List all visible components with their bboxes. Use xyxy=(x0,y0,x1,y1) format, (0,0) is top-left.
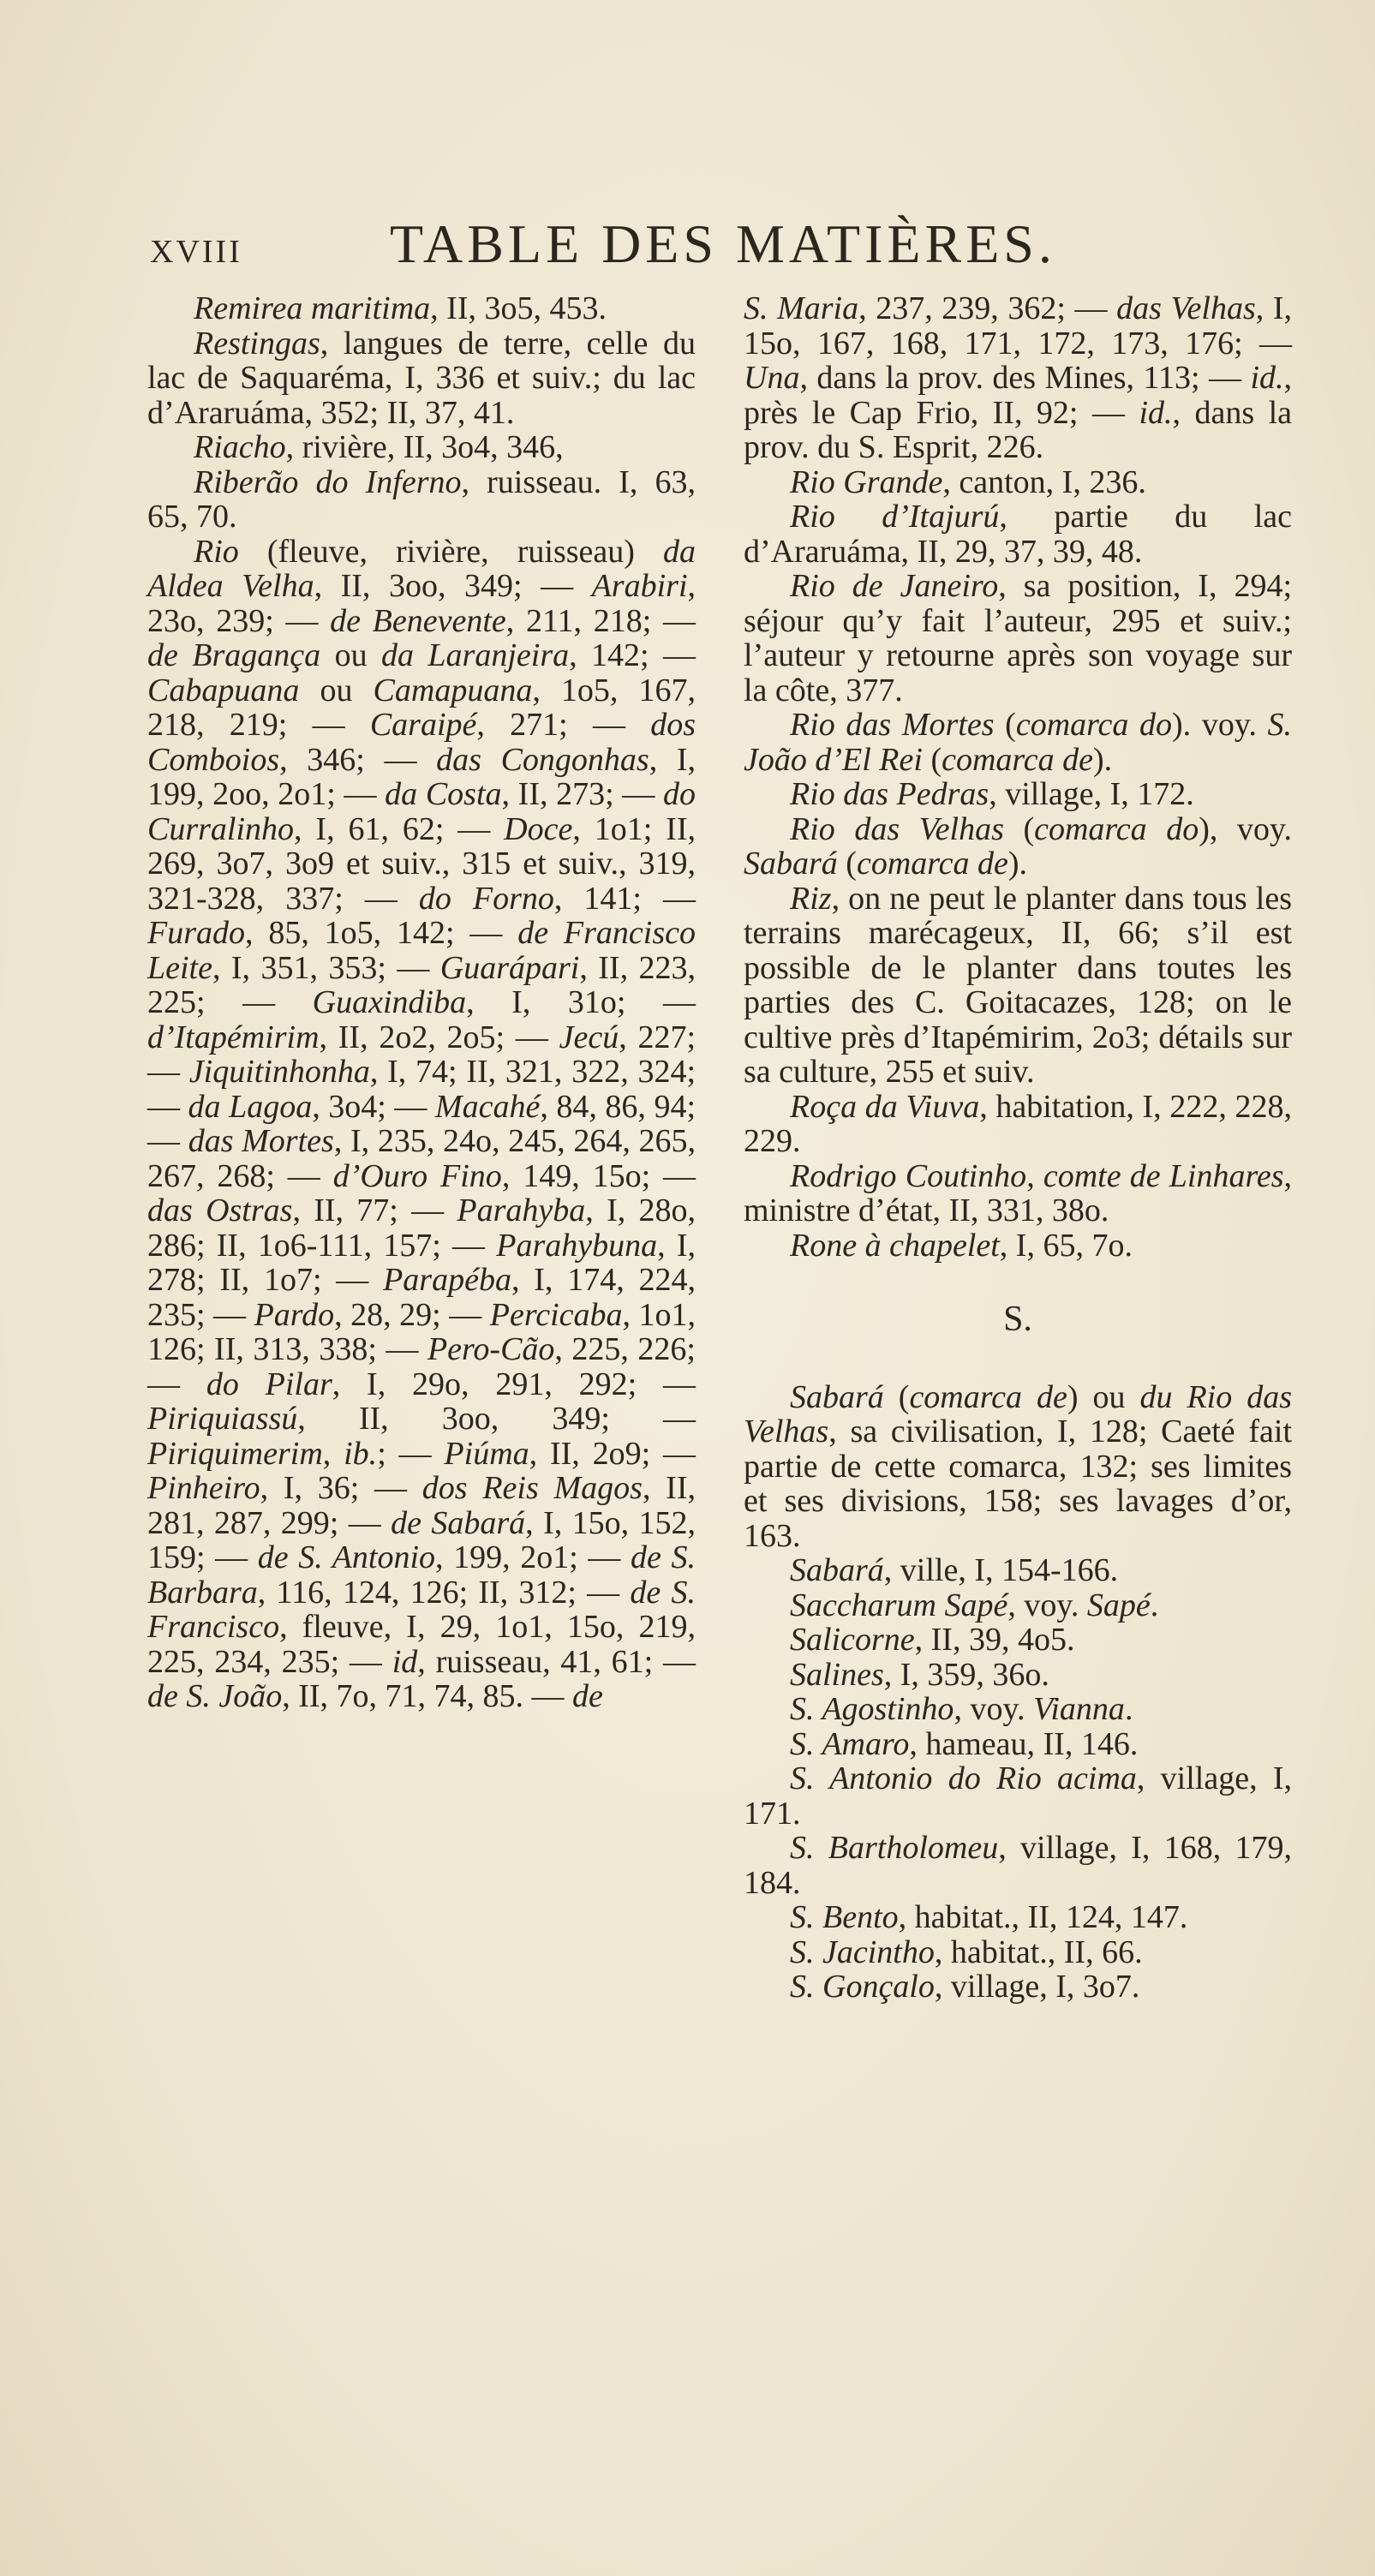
index-entry: Rio (fleuve, rivière, ruisseau) da Aldea Velha, II, 3oo, 349; — Arabiri, 23o, 239; — de Benevente, 211, 218; — de Bragança ou da Laranjeira, 142; — Cabapuana ou Camapuana, 1o5, 167, 218, 219; — Caraipé, 271; — dos Comboios, 346; — das Congonhas, I, 199, 2oo, 2o1; — da Costa, II, 273; — do Curralinho, I, 61, 62; — Doce, 1o1; II, 269, 3o7, 3o9 et suiv., 315 et suiv., 319, 321-328, 337; — do Forno, 141; — Furado, 85, 1o5, 142; — de Francisco Leite, I, 351, 353; — Guarápari, II, 223, 225; — Guaxindiba, I, 31o; — d’Itapémirim, II, 2o2, 2o5; — Jecú, 227; — Jiquitinhonha, I, 74; II, 321, 322, 324; — da Lagoa, 3o4; — Macahé, 84, 86, 94; — das Mortes, I, 235, 24o, 245, 264, 265, 267, 268; — d’Ouro Fino, 149, 15o; — das Ostras, II, 77; — Parahyba, I, 28o, 286; II, 1o6-111, 157; — Parahybuna, I, 278; II, 1o7; — Parapéba, I, 174, 224, 235; — Pardo, 28, 29; — Percicaba, 1o1, 126; II, 313, 338; — Pero-Cão, 225, 226; — do Pilar, I, 29o, 291, 292; — Piriquiassú, II, 3oo, 349; — Piriquimerim, ib.; — Piúma, II, 2o9; — Pinheiro, I, 36; — dos Reis Magos, II, 281, 287, 299; — de Sabará, I, 15o, 152, 159; — de S. Antonio, 199, 2o1; — de S. Barbara, 116, 124, 126; II, 312; — de S. Francisco, fleuve, I, 29, 1o1, 15o, 219, 225, 234, 235; — id, ruisseau, 41, 61; — de S. João, II, 7o, 71, 74, 85. — de xyxy=(147,533,696,1714)
index-entry: Saccharum Sapé, voy. Sapé. xyxy=(790,1587,1159,1623)
index-entry: Remirea maritima, II, 3o5, 453. xyxy=(194,290,607,326)
running-title: TABLE DES MATIÈRES. xyxy=(390,213,1056,274)
index-entry: S. Agostinho, voy. Vianna. xyxy=(790,1691,1133,1727)
index-entry: Salines, I, 359, 36o. xyxy=(790,1656,1049,1693)
index-entry: Riberão do Inferno, ruisseau. I, 63, 65, 70. xyxy=(147,463,696,535)
page-header xyxy=(150,212,1255,281)
index-entry: S. Amaro, hameau, II, 146. xyxy=(790,1725,1139,1762)
index-entry: S. Maria, 237, 239, 362; — das Velhas, I, 15o, 167, 168, 171, 172, 173, 176; — Una, dans la prov. des Mines, 113; — id., près le Cap Frio, II, 92; — id., dans la prov. du S. Esprit, 226. xyxy=(744,290,1293,465)
index-entry: S. Gonçalo, village, I, 3o7. xyxy=(790,1969,1140,2005)
index-entry: S. Bartholomeu, village, I, 168, 179, 184. xyxy=(744,1830,1292,1901)
index-entry: S. Jacintho, habitat., II, 66. xyxy=(790,1933,1143,1970)
index-column-left xyxy=(147,291,696,1714)
index-entry: Rio d’Itajurú, partie du lac d’Araruáma, II, 29, 37, 39, 48. xyxy=(744,499,1293,570)
index-entry: S. Antonio do Rio acima, village, I, 171. xyxy=(744,1760,1293,1832)
index-entry: Rio Grande, canton, I, 236. xyxy=(790,463,1146,500)
index-entry: S. Bento, habitat., II, 124, 147. xyxy=(790,1899,1188,1935)
index-column-right xyxy=(744,291,1292,2005)
index-entry: Sabará (comarca de) ou du Rio das Velhas, sa civilisation, I, 128; Caeté fait partie de cette comarca, 132; ses limites et ses divisions, 158; ses lavages d’or, 163. xyxy=(744,1378,1292,1554)
folio-number: XVIII xyxy=(150,234,242,270)
index-entry: Roça da Viuva, habitation, I, 222, 228, 229. xyxy=(744,1088,1292,1159)
index-entry: Rodrigo Coutinho, comte de Linhares, ministre d’état, II, 331, 38o. xyxy=(744,1157,1293,1228)
index-entry: Riz, on ne peut le planter dans tous les terrains marécageux, II, 66; s’il est possible de le planter dans toutes les parties des C. Goitacazes, 128; on le cultive près d’Itapémirim, 2o3; détails sur sa culture, 255 et suiv. xyxy=(744,880,1292,1090)
index-entry: Restingas, langues de terre, celle du lac de Saquaréma, I, 336 et suiv.; du lac d’Araruáma, 352; II, 37, 41. xyxy=(147,325,696,431)
index-entry: Rio das Pedras, village, I, 172. xyxy=(790,776,1194,812)
index-entry: Rio de Janeiro, sa position, I, 294; séjour qu’y fait l’auteur, 295 et suiv.; l’auteur y retourne après son voyage sur la côte, 377. xyxy=(744,568,1292,708)
index-entry: Riacho, rivière, II, 3o4, 346, xyxy=(194,429,564,465)
section-letter: S. xyxy=(1003,1300,1032,1339)
index-entry: Salicorne, II, 39, 4o5. xyxy=(790,1622,1075,1658)
index-entry: Rio das Velhas (comarca do), voy. Sabará (comarca de). xyxy=(744,810,1292,882)
index-entry: Rone à chapelet, I, 65, 7o. xyxy=(790,1227,1133,1264)
index-entry: Rio das Mortes (comarca do). voy. S. João d’El Rei (comarca de). xyxy=(744,707,1293,778)
index-entry: Sabará, ville, I, 154-166. xyxy=(790,1552,1119,1588)
